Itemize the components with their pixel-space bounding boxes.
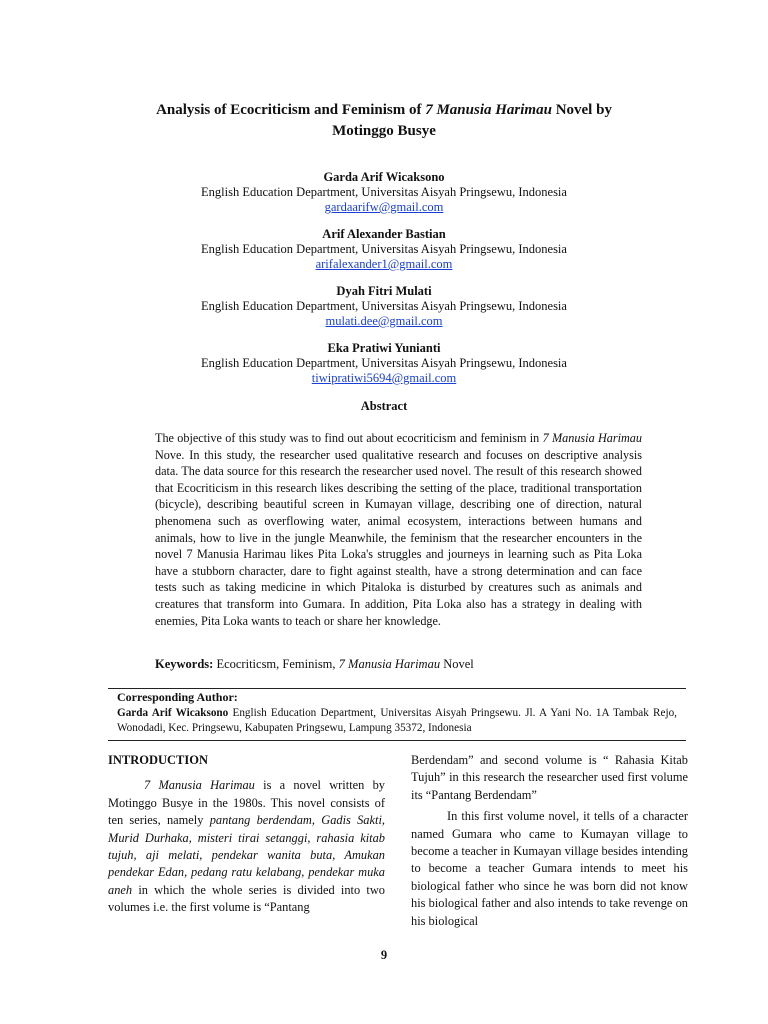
author-block bbox=[110, 341, 658, 386]
author-name: Eka Pratiwi Yunianti bbox=[327, 341, 441, 355]
abstract-novel-name: 7 Manusia Harimau bbox=[542, 431, 642, 445]
intro-paragraph-continued: Berdendam” and second volume is “ Rahasia Kitab Tujuh” in this research the researcher used first volume its “Pantang Berdendam” bbox=[411, 753, 688, 802]
author-name: Garda Arif Wicaksono bbox=[323, 170, 445, 184]
author-affiliation: English Education Department, Universitas Aisyah Pringsewu, Indonesia bbox=[201, 242, 567, 256]
intro-text: in which the whole series is divided into two volumes i.e. the first volume is “Pantang bbox=[108, 882, 385, 915]
author-name: Arif Alexander Bastian bbox=[322, 227, 446, 241]
abstract-body bbox=[155, 430, 642, 629]
right-column bbox=[411, 752, 688, 930]
author-block bbox=[110, 227, 658, 272]
author-name: Dyah Fitri Mulati bbox=[336, 284, 432, 298]
title-line2: Motinggo Busye bbox=[332, 123, 436, 139]
intro-paragraph-1 bbox=[108, 777, 385, 916]
keywords-text-pre: Ecocriticsm, Feminism, bbox=[213, 657, 339, 671]
corresponding-name: Garda Arif Wicaksono bbox=[117, 707, 229, 719]
abstract-text-post: Nove. In this study, the researcher used qualitative research and focuses on descriptive analysis data. The data source for this research the researcher used novel. The result of this research showed that Ecocriticism in this research likes describing the setting of the place, traditional transportation (bicycle), describing beautiful screen in Kumayan village, describing one of direction, natural phenomena such as overflowing water, animal ecosystem, interactions between humans and animals, how to live in the jungle Meanwhile, the feminism that the researcher encounters in the novel 7 Manusia Harimau likes Pita Loka's struggles and journeys in learning such as Pita Loka have a stubborn character, dare to fight against stealth, have a strong determination and can face tests such as taking medicine in which Pitaloka is disturbed by creatures such as animals and creatures that transform into Gumara. In addition, Pita Loka also has a strategy in dealing with enemies, Pita Loka wants to teach or share her knowledge. bbox=[155, 447, 642, 628]
keywords-line bbox=[155, 657, 642, 672]
page-number: 9 bbox=[380, 948, 388, 962]
author-affiliation: English Education Department, Universitas Aisyah Pringsewu, Indonesia bbox=[201, 356, 567, 370]
intro-novel-name: 7 Manusia Harimau bbox=[144, 778, 255, 793]
author-block bbox=[110, 284, 658, 329]
keywords-label: Keywords: bbox=[155, 657, 214, 671]
intro-series-list: pantang berdendam, Gadis Sakti, Murid Durhaka, misteri tirai setanggi, rahasia kitab tujuh, aji melati, pendekar wanita buta, Amukan pendekar Edan, pedang ratu kelabang, pendekar muka aneh bbox=[108, 813, 385, 897]
author-affiliation: English Education Department, Universitas Aisyah Pringsewu, Indonesia bbox=[201, 299, 567, 313]
top-divider bbox=[108, 688, 686, 689]
paper-title bbox=[110, 100, 658, 142]
abstract-text-pre: The objective of this study was to find out about ecocriticism and feminism in bbox=[155, 431, 543, 445]
keywords-text-post: Novel bbox=[440, 657, 474, 671]
title-line1-pre: Analysis of Ecocriticism and Feminism of bbox=[156, 102, 426, 118]
bottom-divider bbox=[108, 740, 686, 741]
keywords-novel-name: 7 Manusia Harimau bbox=[338, 657, 441, 671]
author-email-link[interactable]: gardaarifw@gmail.com bbox=[324, 200, 444, 214]
corresponding-heading: Corresponding Author: bbox=[117, 690, 238, 704]
title-line1-post: Novel by bbox=[551, 102, 612, 118]
corresponding-author-box bbox=[117, 690, 677, 736]
author-email-link[interactable]: arifalexander1@gmail.com bbox=[315, 257, 453, 271]
title-novel-name: 7 Manusia Harimau bbox=[425, 102, 552, 118]
abstract-heading: Abstract bbox=[360, 399, 408, 413]
author-block bbox=[110, 170, 658, 215]
author-affiliation: English Education Department, Universitas Aisyah Pringsewu, Indonesia bbox=[201, 185, 567, 199]
intro-paragraph-2: In this first volume novel, it tells of a character named Gumara who came to Kumayan village to become a teacher in Kumayan village besides intending to become a teacher Gumara intends to meet his biological father who since he was born did not know his biological father and also intends to take revenge on his biological bbox=[411, 809, 688, 928]
author-email-link[interactable]: tiwipratiwi5694@gmail.com bbox=[311, 371, 457, 385]
corresponding-details: English Education Department, Universitas Aisyah Pringsewu. Jl. A Yani No. 1A Tambak Rejo, Wonodadi, Kec. Pringsewu, Kabupaten Pringsewu, Lampung 35372, Indonesia bbox=[117, 707, 677, 734]
intro-text: is a novel written by Motinggo Busye in the 1980s. This novel consists of ten series, namely bbox=[108, 778, 385, 828]
left-column bbox=[108, 752, 385, 917]
introduction-heading: INTRODUCTION bbox=[108, 753, 209, 767]
author-email-link[interactable]: mulati.dee@gmail.com bbox=[325, 314, 443, 328]
